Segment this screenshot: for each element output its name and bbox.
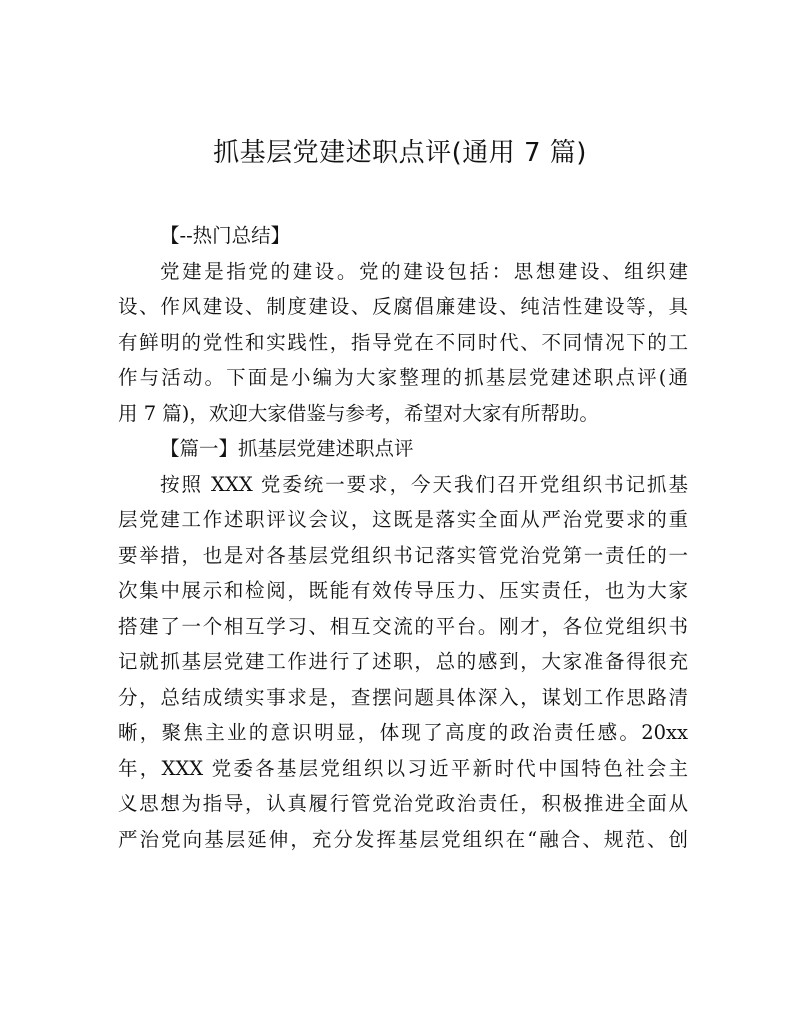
paragraph-line: 年，XXX 党委各基层党组织以习近平新时代中国特色社会主 bbox=[118, 756, 688, 780]
paragraph-line: 搭建了一个相互学习、相互交流的平台。刚才，各位党组织书 bbox=[118, 614, 688, 638]
document-body bbox=[118, 218, 688, 857]
section-heading-hot-summary: 【--热门总结】 bbox=[160, 224, 291, 247]
paragraph-line: 按照 XXX 党委统一要求，今天我们召开党组织书记抓基 bbox=[160, 472, 688, 496]
paragraph-line: 党建是指党的建设。党的建设包括：思想建设、组织建 bbox=[160, 259, 688, 283]
paragraph-line: 分，总结成绩实事求是，查摆问题具体深入，谋划工作思路清 bbox=[118, 685, 688, 709]
paragraph-line: 记就抓基层党建工作进行了述职，总的感到，大家准备得很充 bbox=[118, 650, 688, 673]
paragraph-line: 有鲜明的党性和实践性，指导党在不同时代、不同情况下的工 bbox=[118, 330, 688, 354]
section-heading-part-one: 【篇一】抓基层党建述职点评 bbox=[160, 437, 414, 460]
paragraph-line: 义思想为指导，认真履行管党治党政治责任，积极推进全面从 bbox=[118, 792, 688, 815]
paragraph-line: 设、作风建设、制度建设、反腐倡廉建设、纯洁性建设等，具 bbox=[118, 295, 688, 318]
paragraph-line: 次集中展示和检阅，既能有效传导压力、压实责任，也为大家 bbox=[118, 579, 688, 602]
paragraph-line: 要举措，也是对各基层党组织书记落实管党治党第一责任的一 bbox=[118, 543, 688, 567]
paragraph-line: 用 7 篇)，欢迎大家借鉴与参考，希望对大家有所帮助。 bbox=[118, 401, 599, 425]
paragraph-line: 晰，聚焦主业的意识明显，体现了高度的政治责任感。20xx bbox=[118, 721, 688, 744]
document-title: 抓基层党建述职点评(通用 7 篇) bbox=[213, 138, 587, 168]
paragraph-line: 严治党向基层延伸，充分发挥基层党组织在“融合、规范、创 bbox=[118, 827, 688, 851]
paragraph-line: 作与活动。下面是小编为大家整理的抓基层党建述职点评(通 bbox=[118, 366, 688, 389]
paragraph-line: 层党建工作述职评议会议，这既是落实全面从严治党要求的重 bbox=[118, 508, 688, 531]
